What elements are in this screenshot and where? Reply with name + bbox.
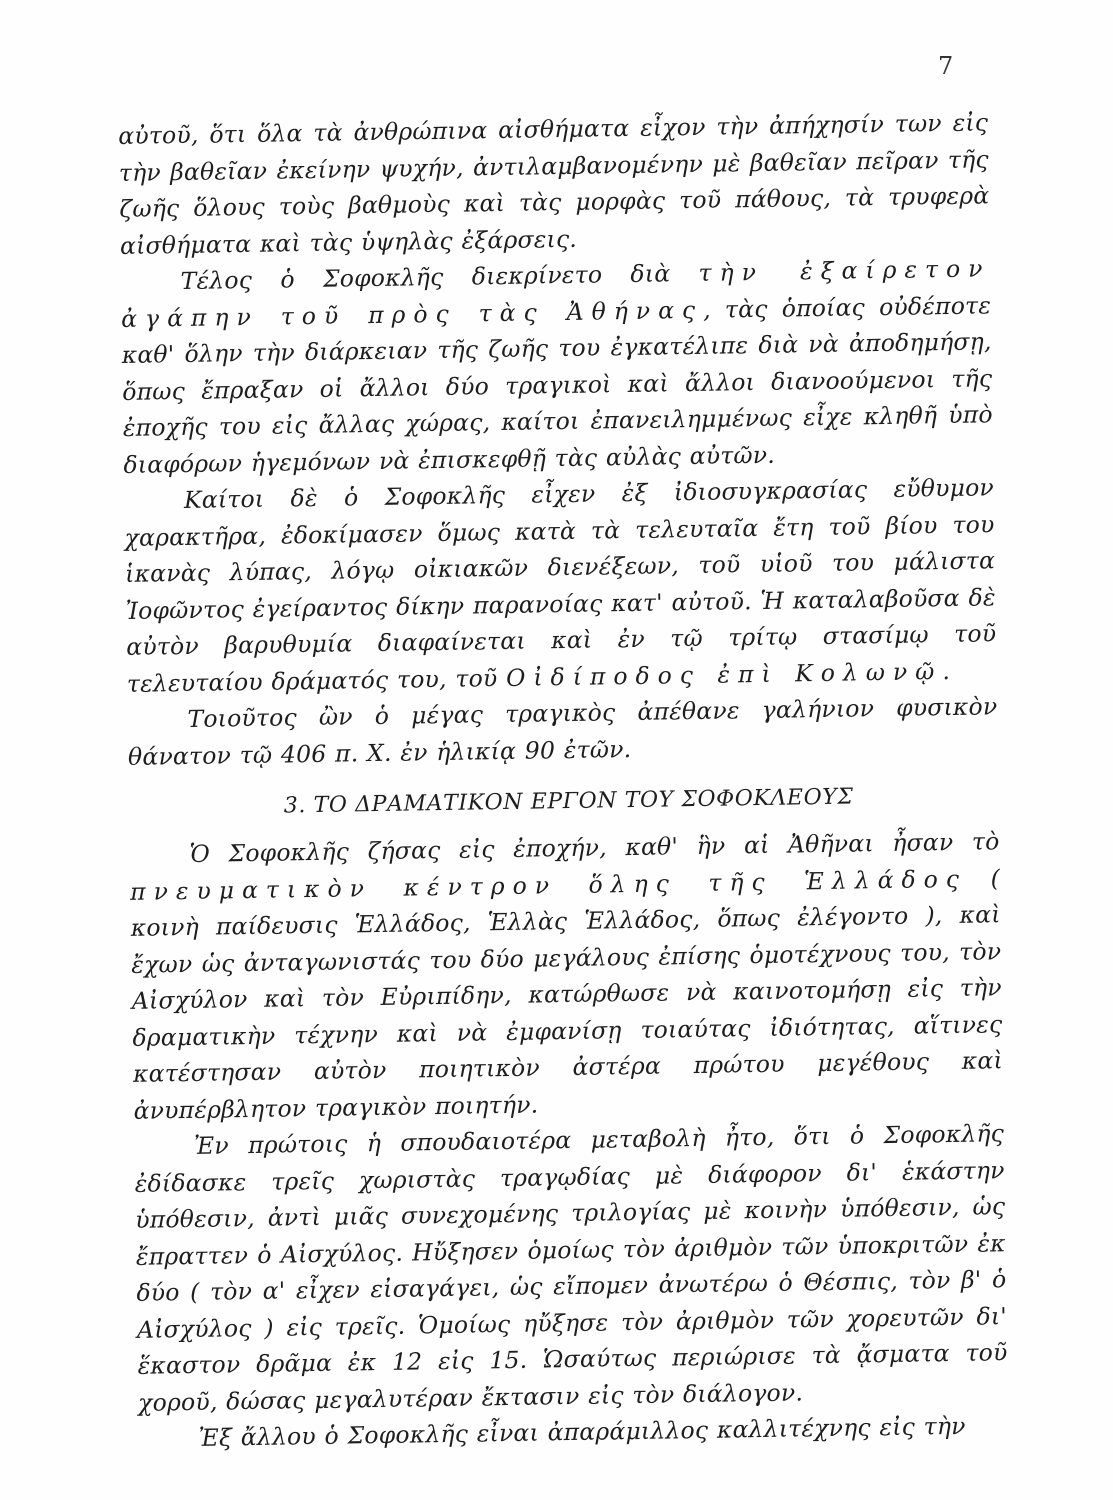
paragraph-1-text: αὐτοῦ, ὅτι ὅλα τὰ ἀνθρώπινα αἰσθήματα εἶχον τὴν ἀπήχησίν των εἰς τὴν βαθεῖαν ἐκείνην ψυχήν, ἀντιλαμβανομένην μὲ βαθεῖαν πεῖραν τῆς ζωῆς ὅλους τοὺς βαθμοὺς καὶ τὰς μορφὰς τοῦ πάθους, τὰ τρυφερὰ αἰσθήματα καὶ τὰς ὑψηλὰς ἐξάρσεις. (118, 108, 990, 260)
paragraph-5 (129, 823, 1003, 1129)
paragraph-7-text: Ἐξ ἄλλου ὁ Σοφοκλῆς εἶναι ἀπαράμιλλος καλλιτέχνης εἰς τὴν (198, 1411, 966, 1452)
paragraph-4-text: Τοιοῦτος ὢν ὁ μέγας τραγικὸς ἀπέθανε γαλήνιον φυσικὸν θάνατον τῷ 406 π. Χ. ἐν ἡλικίᾳ 90 ἐτῶν. (127, 692, 998, 771)
paragraph-1 (118, 104, 990, 264)
paragraph-6-text: Ἐν πρώτοις ἡ σπουδαιοτέρα μεταβολὴ ἦτο, ὅτι ὁ Σοφοκλῆς ἐδίδασκε τρεῖς χωριστὰς τραγῳδίας μὲ διάφορον δι' ἑκάστην ὑπόθεσιν, ἀντὶ μιᾶς συνεχομένης τριλογίας μὲ κοινὴν ὑπόθεσιν, ὡς ἔπραττεν ὁ Αἰσχύλος. Ηὔξησεν ὁμοίως τὸν ἀριθμὸν τῶν ὑποκριτῶν ἐκ δύο ( τὸν α' εἶχεν εἰσαγάγει, ὡς εἴπομεν ἀνωτέρω ὁ Θέσπις, τὸν β' ὁ Αἰσχύλος ) εἰς τρεῖς. Ὁμοίως ηὔξησε τὸν ἀριθμὸν τῶν χορευτῶν δι' ἕκαστον δρᾶμα ἐκ 12 εἰς 15. Ὡσαύτως περιώρισε τὰ ᾄσματα τοῦ χοροῦ, δώσας μεγαλυτέραν ἔκτασιν εἰς τὸν διάλογον. (134, 1119, 1008, 1417)
paragraph-5-text-start: Ὁ Σοφοκλῆς ζήσας εἰς ἐποχήν, καθ' ἣν αἱ Ἀθῆναι ἦσαν τὸ (189, 827, 1000, 868)
paragraph-4 (127, 688, 998, 775)
paragraph-2-text-end: , τὰς ὁποίας οὐδέποτε καθ' ὅλην τὴν διάρκειαν τῆς ζωῆς του ἐγκατέλιπε διὰ νὰ ἀποδημήσῃ, ὅπως ἔπραξαν οἱ ἄλλοι δύο τραγικοὶ καὶ ἄλλοι διανοούμενοι τῆς ἐποχῆς του εἰς ἄλλας χώρας, καίτοι ἐπανειλημμένως εἶχε κληθῆ ὑπὸ διαφόρων ἡγεμόνων νὰ ἐπισκεφθῇ τὰς αὐλὰς αὐτῶν. (121, 290, 993, 479)
paragraph-3-text-start: Καίτοι δὲ ὁ Σοφοκλῆς εἶχεν ἐξ ἰδιοσυγκρασίας εὔθυμον χαρακτῆρα, ἐδοκίμασεν ὅμως κατὰ τὰ τελευταῖα ἔτη τοῦ βίου του ἱκανὰς λύπας, λόγῳ οἰκιακῶν διενέξεων, τοῦ υἱοῦ του μάλιστα Ἰοφῶντος ἐγείραντος δίκην παρανοίας κατ' αὐτοῦ. Ἡ καταλαβοῦσα δὲ αὐτὸν βαρυθυμία διαφαίνεται καὶ ἐν τῷ τρίτῳ στασίμῳ τοῦ τελευταίου δράματός του, τοῦ (124, 473, 997, 698)
paragraph-3-text-end: . (942, 656, 951, 685)
paragraph-2-spaced-emphasis: τὴν ἐξαίρετον ἀγάπην τοῦ πρὸς τὰς Ἀθήνας (120, 254, 991, 333)
paragraph-2 (120, 250, 993, 483)
section-heading: 3. ΤΟ ΔΡΑΜΑΤΙΚΟΝ ΕΡΓΟΝ ΤΟΥ ΣΟΦΟΚΛΕΟΥΣ (283, 784, 854, 819)
paragraph-3-spaced-title: Οἰδίποδος ἐπὶ Κολωνῷ (505, 656, 943, 692)
paragraph-6 (134, 1115, 1008, 1421)
paragraph-5-spaced-emphasis: πνευματικὸν κέντρον ὅλης τῆς Ἑλλάδος (129, 864, 968, 906)
page-number: 7 (938, 52, 954, 80)
paragraph-2-text-start: Τέλος ὁ Σοφοκλῆς διεκρίνετο διὰ (180, 258, 699, 296)
body-text (118, 104, 1009, 1457)
paragraph-3 (124, 469, 997, 702)
paragraph-5-text-end: ( κοινὴ παίδευσις Ἑλλάδος, Ἑλλὰς Ἑλλάδος, ὅπως ἐλέγοντο ), καὶ ἔχων ὡς ἀνταγωνιστάς του δύο μεγάλους ἐπίσης ὁμοτέχνους του, τὸν Αἰσχύλον καὶ τὸν Εὐριπίδην, κατώρθωσε νὰ καινοτομήσῃ εἰς τὴν δραματικὴν τέχνην καὶ νὰ ἐμφανίσῃ τοιαύτας ἰδιότητας, αἵτινες κατέστησαν αὐτὸν ποιητικὸν ἀστέρα πρώτου μεγέθους καὶ ἀνυπέρβλητον τραγικὸν ποιητήν. (130, 863, 1004, 1125)
